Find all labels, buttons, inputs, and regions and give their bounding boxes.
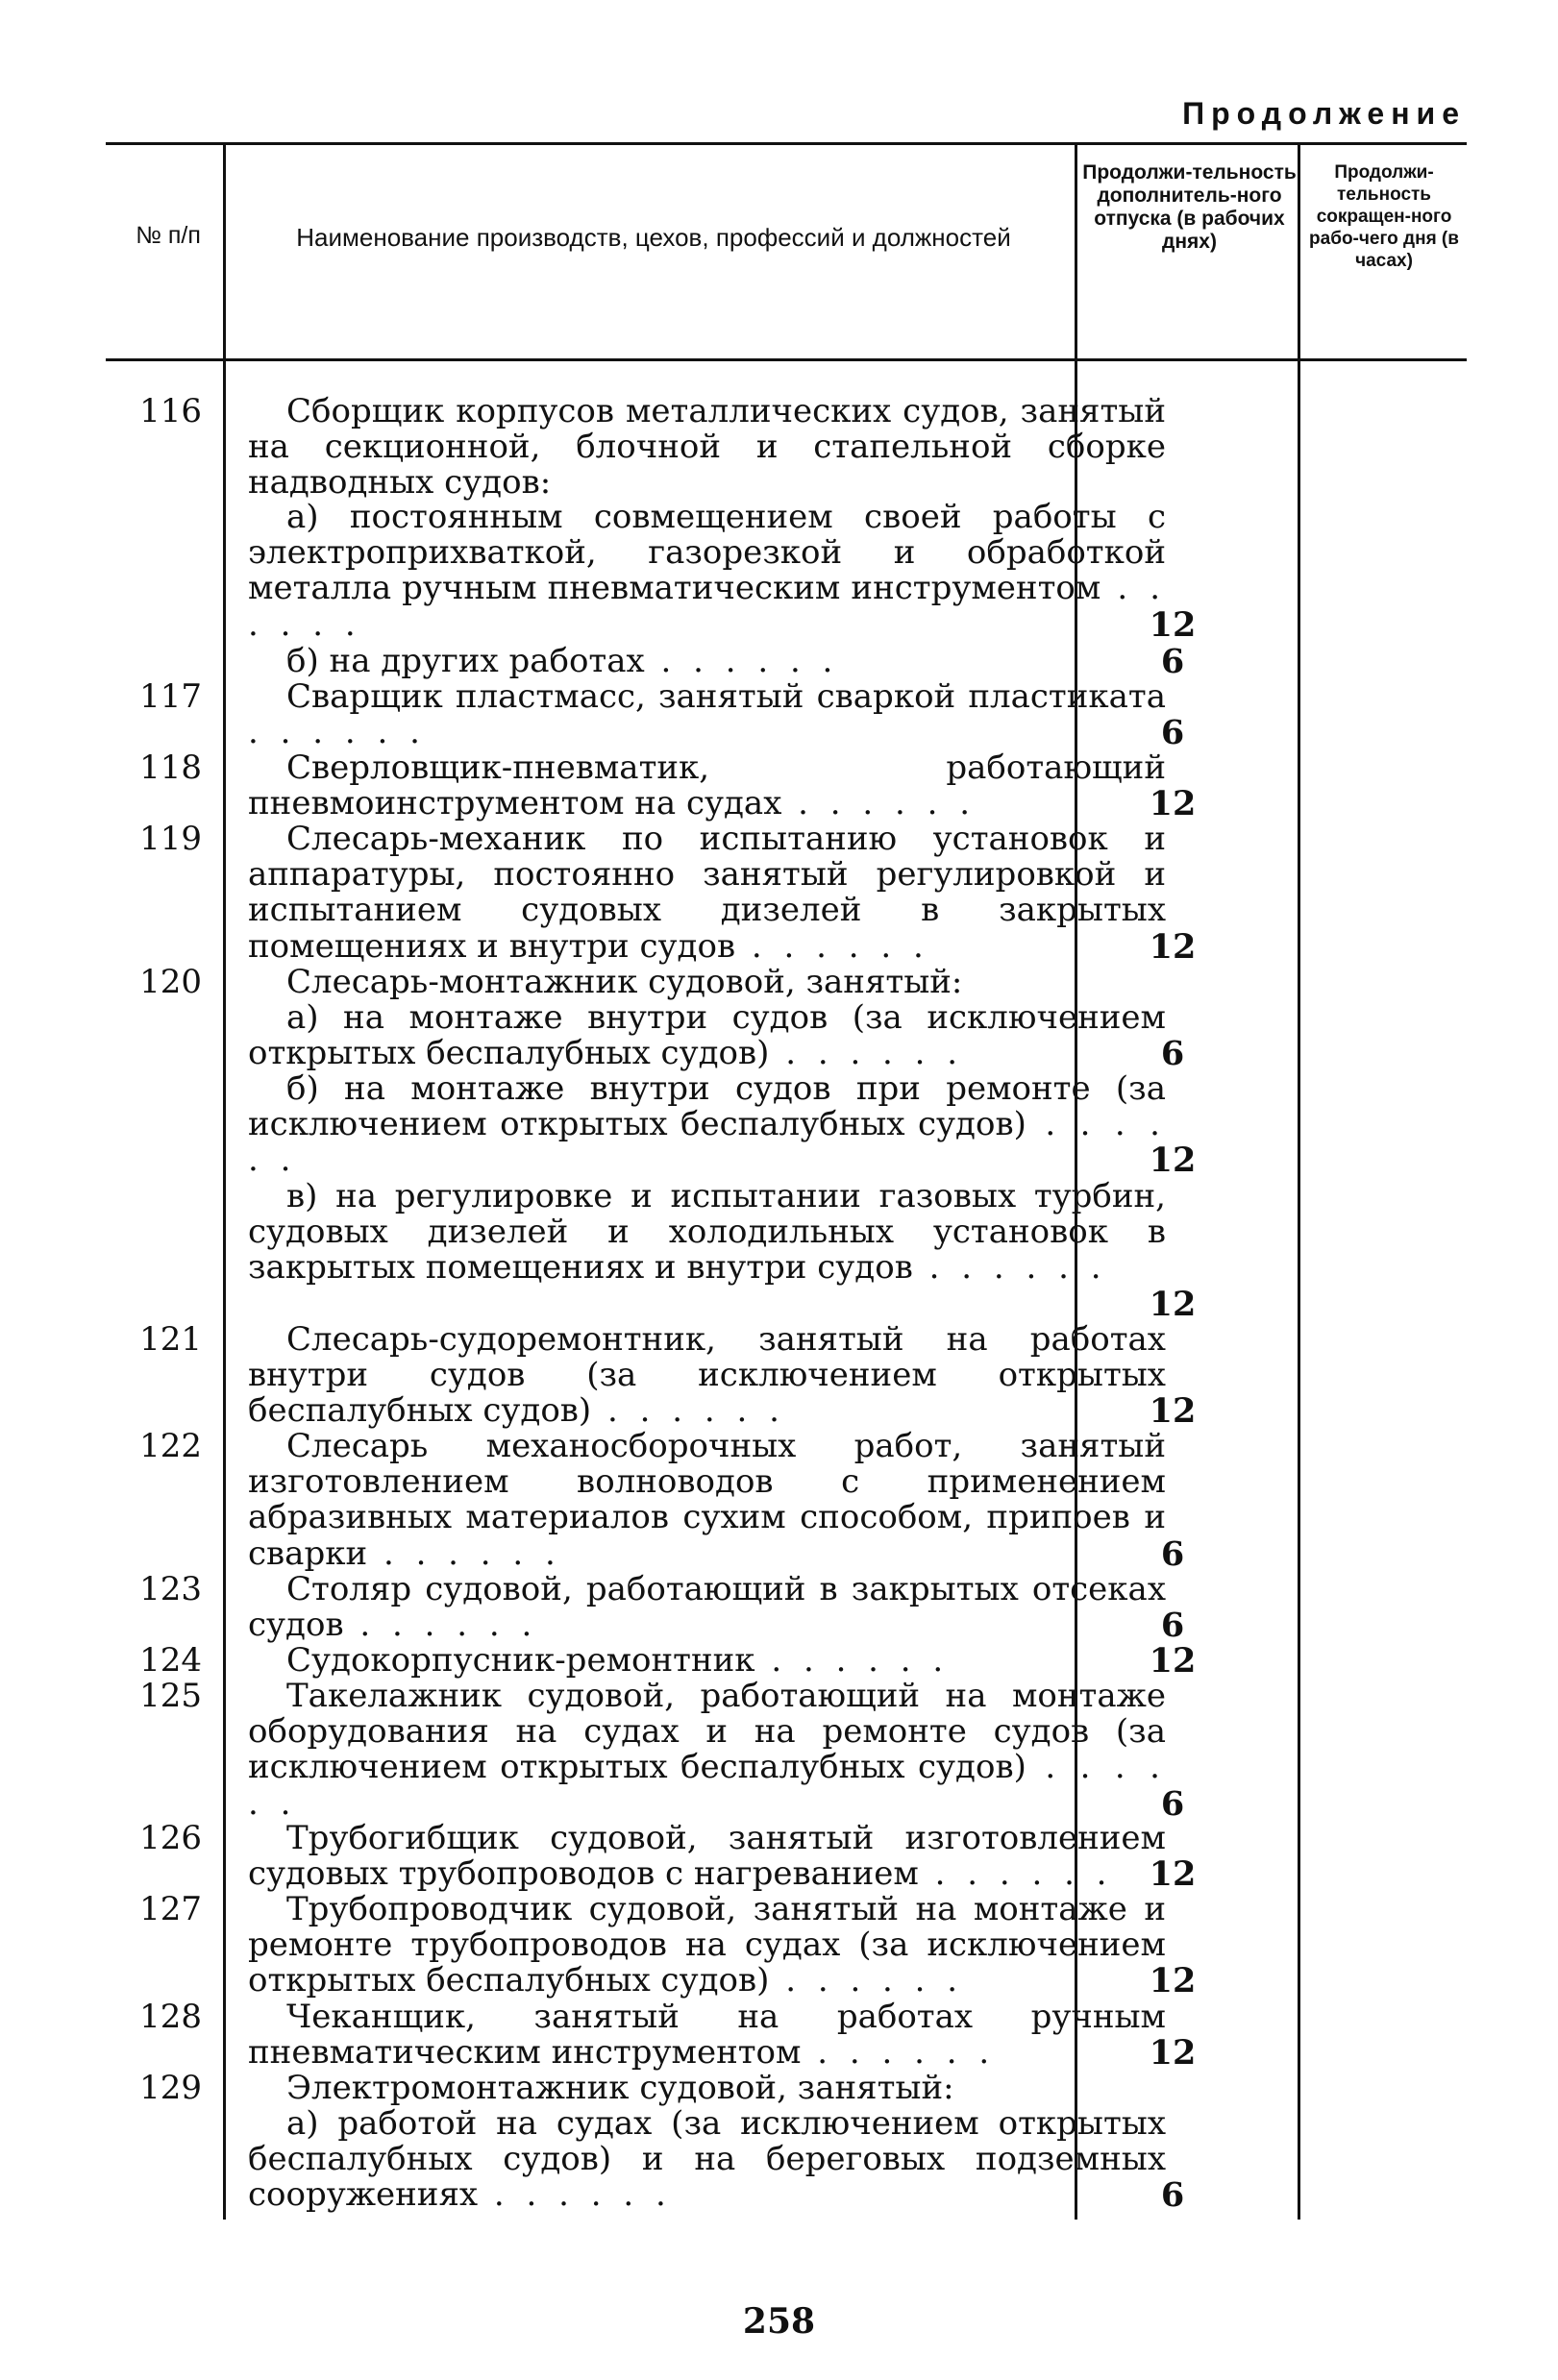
row-number: 128: [139, 1998, 202, 2036]
extra-leave-days: 6: [1160, 1783, 1185, 1824]
extra-leave-days: 12: [1149, 784, 1197, 824]
leader-dots: . . . . . .: [367, 1534, 561, 1573]
row-description: Слесарь механосборочных работ, занятый изготовлением волноводов с применением абразивных материалов сухим способом, припоев и сварки . . . . . .: [248, 1427, 1166, 1573]
row-description: Слесарь-монтажник судовой, занятый:: [286, 963, 963, 1001]
extra-leave-days: 12: [1149, 926, 1197, 967]
row-number: 116: [139, 392, 202, 430]
leader-dots: . . . . . .: [801, 2033, 996, 2073]
table-top-rule: [106, 142, 1467, 145]
header-name: Наименование производств, цехов, профессий и должностей: [296, 223, 1011, 252]
row-description: б) на других работах . . . . . .: [286, 642, 839, 680]
row-description: Судокорпусник-ремонтник . . . . . .: [286, 1641, 950, 1680]
extra-leave-days: 6: [1160, 642, 1185, 681]
extra-leave-days: 6: [1160, 1606, 1185, 1646]
row-number: 121: [139, 1320, 202, 1359]
row-description: Столяр судовой, работающий в закрытых отсеках судов . . . . . .: [248, 1570, 1166, 1645]
leader-dots: . . . . . .: [769, 1961, 964, 2000]
row-number: 119: [139, 820, 202, 858]
row-description: б) на монтаже внутри судов при ремонте (за исключением открытых беспалубных судов) . . . . . .: [248, 1069, 1166, 1180]
leader-dots: . . . . . .: [735, 926, 929, 966]
leader-dots: . . . . . .: [754, 1641, 950, 1680]
row-description: в) на регулировке и испытании газовых турбин, судовых дизелей и холодильных установок в закрытых помещениях и внутри судов . . . . . .: [248, 1177, 1166, 1288]
row-description: Трубопроводчик судовой, занятый на монтаже и ремонте трубопроводов на судах (за исключением открытых беспалубных судов) . . . . . .: [248, 1890, 1166, 2000]
extra-leave-days: 12: [1149, 1641, 1197, 1681]
leader-dots: . . . . . .: [248, 1105, 1166, 1180]
leader-dots: . . . . . .: [591, 1391, 785, 1431]
extra-leave-days: 12: [1149, 1284, 1197, 1324]
extra-leave-days: 12: [1149, 2033, 1197, 2073]
header-bottom-rule: [106, 358, 1467, 361]
header-number: № п/п: [136, 222, 201, 249]
leader-dots: . . . . . .: [644, 642, 839, 680]
extra-leave-days: 12: [1149, 1391, 1197, 1432]
row-description: Слесарь-судоремонтник, занятый на работах внутри судов (за исключением открытых беспалубных судов) . . . . . .: [248, 1320, 1166, 1431]
row-description: Такелажник судовой, работающий на монтаже оборудования на судах и на ремонте судов (за исключением открытых беспалубных судов) . . . . . .: [248, 1677, 1166, 1823]
extra-leave-days: 6: [1160, 1034, 1185, 1074]
row-description: Сварщик пластмасс, занятый сваркой пластиката . . . . . .: [248, 677, 1166, 752]
row-description: а) на монтаже внутри судов (за исключением открытых беспалубных судов) . . . . . .: [248, 998, 1166, 1073]
leader-dots: . . . . . .: [769, 1034, 964, 1073]
column-divider: [223, 144, 226, 2220]
row-description: а) работой на судах (за исключением открытых беспалубных судов) и на береговых подземных сооружениях . . . . . .: [248, 2104, 1166, 2215]
header-short-day: Продолжи-тельность сокращен-ного рабо-чего дня (в часах): [1309, 162, 1459, 271]
row-description: Слесарь-механик по испытанию установок и аппаратуры, постоянно занятый регулировкой и испытанием судовых дизелей в закрытых помещениях и внутри судов . . . . . .: [248, 820, 1166, 966]
leader-dots: . . . . . .: [248, 569, 1166, 644]
row-number: 125: [139, 1677, 202, 1715]
header-extra-leave: Продолжи-тельность дополнитель-ного отпуска (в рабочих днях): [1082, 161, 1297, 253]
extra-leave-days: 12: [1149, 1141, 1197, 1181]
row-description: Сверловщик-пневматик, работающий пневмоинструментом на судах . . . . . .: [248, 748, 1166, 823]
row-number: 123: [139, 1570, 202, 1608]
row-description: Сборщик корпусов металлических судов, занятый на секционной, блочной и стапельной сборке надводных судов:: [248, 392, 1166, 503]
continuation-label: Продолжение: [1182, 96, 1466, 131]
leader-dots: . . . . . .: [248, 713, 426, 752]
row-number: 129: [139, 2069, 202, 2107]
extra-leave-days: 6: [1160, 713, 1185, 753]
leader-dots: . . . . . .: [478, 2175, 672, 2215]
leader-dots: . . . . . .: [918, 1854, 1113, 1894]
extra-leave-days: 12: [1149, 1854, 1197, 1895]
row-number: 126: [139, 1819, 202, 1857]
row-number: 124: [139, 1641, 202, 1680]
row-number: 117: [139, 677, 202, 716]
column-divider: [1298, 144, 1300, 2220]
row-number: 127: [139, 1890, 202, 1928]
leader-dots: . . . . . .: [343, 1606, 538, 1645]
row-description: Чеканщик, занятый на работах ручным пневматическим инструментом . . . . . .: [248, 1998, 1166, 2073]
leader-dots: . . . . . .: [248, 1748, 1166, 1823]
extra-leave-days: 12: [1149, 604, 1197, 645]
row-number: 118: [139, 748, 202, 787]
row-description: а) постоянным совмещением своей работы с электроприхваткой, газорезкой и обработкой металла ручным пневматическим инструментом . . . . . .: [248, 498, 1166, 644]
row-number: 120: [139, 963, 202, 1001]
leader-dots: . . . . . .: [912, 1248, 1107, 1288]
extra-leave-days: 12: [1149, 1961, 1197, 2001]
extra-leave-days: 6: [1160, 2175, 1185, 2216]
row-description: Трубогибщик судовой, занятый изготовлением судовых трубопроводов с нагреванием . . . . . .: [248, 1819, 1166, 1894]
row-number: 122: [139, 1427, 202, 1465]
row-description: Электромонтажник судовой, занятый:: [286, 2069, 954, 2107]
extra-leave-days: 6: [1160, 1534, 1185, 1574]
leader-dots: . . . . . .: [781, 784, 977, 823]
page-number: 258: [742, 2301, 816, 2342]
